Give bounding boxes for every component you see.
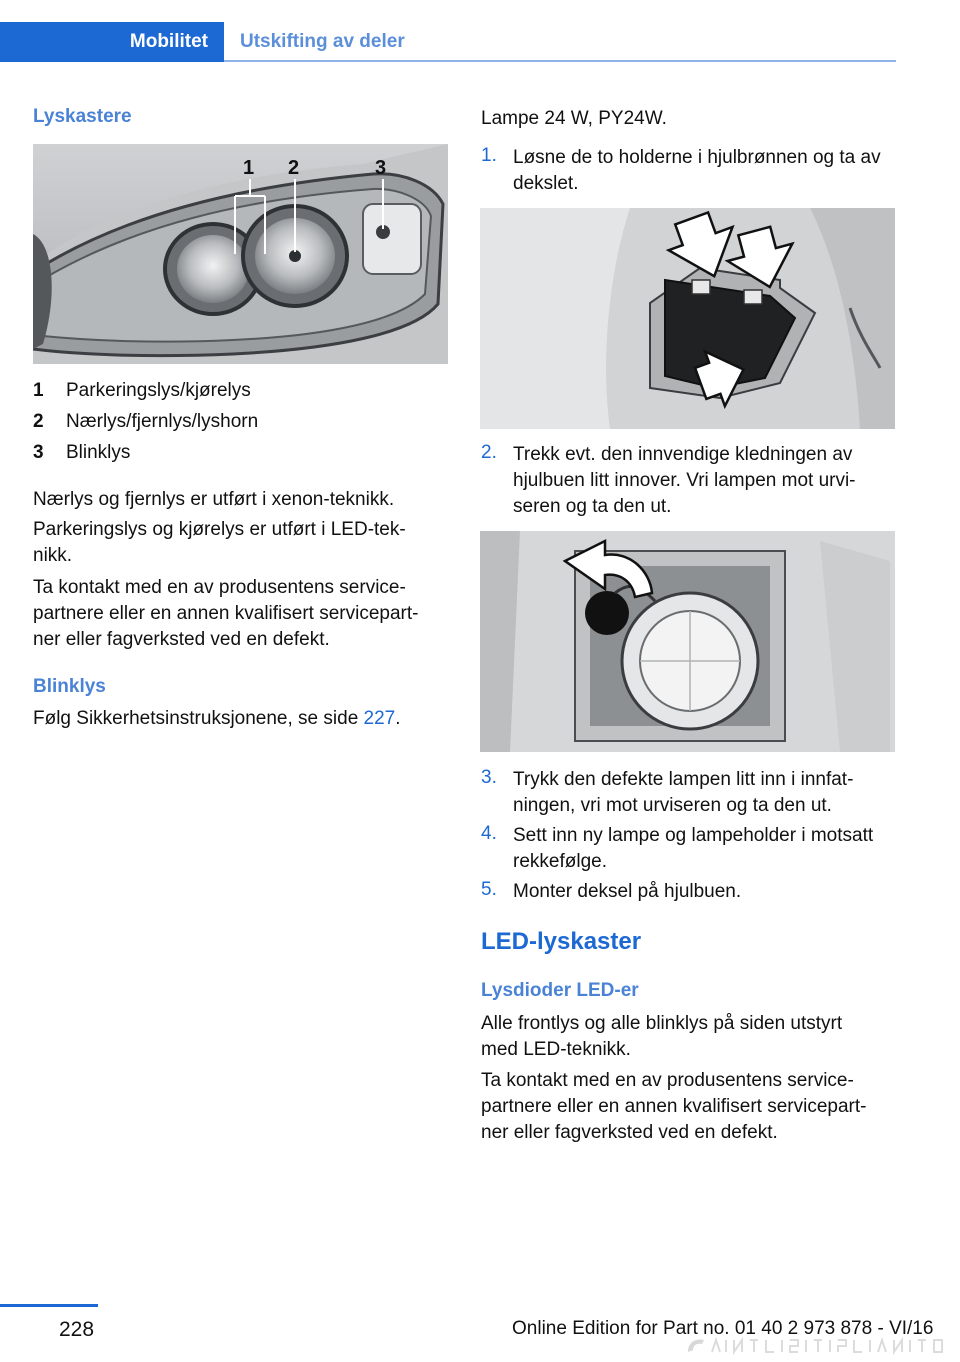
- step-number: 1.: [481, 145, 497, 166]
- headlight-figure: [33, 144, 448, 364]
- tab-utskifting-av-deler[interactable]: Utskifting av deler: [240, 31, 405, 52]
- headlight-illustration: [33, 144, 448, 364]
- paragraph: Nærlys og fjernlys er utført i xenon-teknikk.: [33, 489, 395, 510]
- tab-mobilitet[interactable]: Mobilitet: [0, 22, 224, 62]
- page-number: 228: [59, 1318, 95, 1341]
- footer-rule: [0, 1304, 98, 1307]
- wheel-arch-figure: [480, 208, 895, 429]
- lamp-removal-illustration: [480, 531, 895, 752]
- paragraph-line: Parkeringslys og kjørelys er utført i LED-tek‐: [33, 519, 406, 540]
- heading-lysdioder: Lysdioder LED-er: [481, 980, 639, 1001]
- step-line: dekslet.: [513, 173, 579, 194]
- paragraph-line: partnere eller en annen kvalifisert servicepart‐: [481, 1096, 867, 1117]
- chapter-header: [0, 0, 960, 62]
- step-line: Løsne de to holderne i hjulbrønnen og ta av: [513, 147, 881, 168]
- paragraph: [33, 706, 401, 732]
- paragraph-line: ner eller fagverksted ved en defekt.: [33, 629, 330, 650]
- legend-num: 1: [33, 380, 44, 401]
- callout-1: 1: [243, 157, 255, 179]
- step-text: [513, 145, 897, 197]
- header-rule: [224, 60, 896, 62]
- paragraph-text: .: [395, 708, 401, 729]
- step-text: [513, 442, 897, 520]
- step-line: seren og ta den ut.: [513, 496, 672, 517]
- paragraph: Lampe 24 W, PY24W.: [481, 108, 667, 129]
- legend-text: Blinklys: [66, 442, 131, 463]
- paragraph-line: nikk.: [33, 545, 73, 566]
- legend-num: 2: [33, 411, 44, 432]
- legend-text: Nærlys/fjernlys/lyshorn: [66, 411, 259, 432]
- step-number: 4.: [481, 823, 497, 844]
- paragraph: [481, 1011, 901, 1063]
- heading-lyskastere: Lyskastere: [33, 106, 132, 127]
- wheel-arch-illustration: [480, 208, 895, 429]
- paragraph: [33, 517, 453, 569]
- edition-info: Online Edition for Part no. 01 40 2 973 878 - VI/16: [512, 1318, 934, 1339]
- legend-text: Parkeringslys/kjørelys: [66, 380, 251, 401]
- callout-3: 3: [375, 157, 387, 179]
- callout-2: 2: [288, 157, 300, 179]
- step-line: Sett inn ny lampe og lampeholder i motsatt: [513, 825, 874, 846]
- heading-led-lyskaster: LED-lyskaster: [481, 928, 642, 955]
- paragraph-line: partnere eller en annen kvalifisert servicepart‐: [33, 603, 419, 624]
- step-line: Trykk den defekte lampen litt inn i innfat‐: [513, 769, 854, 790]
- paragraph-text: Følg Sikkerhetsinstruksjonene, se side: [33, 708, 364, 729]
- step-line: ningen, vri mot urviseren og ta den ut.: [513, 795, 832, 816]
- legend-num: 3: [33, 442, 44, 463]
- heading-blinklys: Blinklys: [33, 676, 106, 697]
- paragraph-line: ner eller fagverksted ved en defekt.: [481, 1122, 778, 1143]
- watermark-logo: [682, 1334, 952, 1358]
- page-link[interactable]: 227: [363, 708, 396, 729]
- paragraph-line: Alle frontlys og alle blinklys på siden utstyrt: [481, 1013, 843, 1034]
- step-line: Trekk evt. den innvendige kledningen av: [513, 444, 853, 465]
- step-number: 5.: [481, 879, 497, 900]
- paragraph: [33, 575, 453, 653]
- step-line: hjulbuen litt innover. Vri lampen mot urvi‐: [513, 470, 856, 491]
- paragraph-line: Ta kontakt med en av produsentens service‐: [33, 577, 406, 598]
- paragraph: [481, 1068, 901, 1146]
- paragraph-line: Ta kontakt med en av produsentens service‐: [481, 1070, 854, 1091]
- step-number: 3.: [481, 767, 497, 788]
- step-text: [513, 879, 897, 905]
- paragraph-line: med LED-teknikk.: [481, 1039, 631, 1060]
- step-text: [513, 823, 897, 875]
- step-text: [513, 767, 897, 819]
- lamp-removal-figure: [480, 531, 895, 752]
- step-number: 2.: [481, 442, 497, 463]
- step-line: rekkefølge.: [513, 851, 607, 872]
- step-line: Monter deksel på hjulbuen.: [513, 881, 742, 902]
